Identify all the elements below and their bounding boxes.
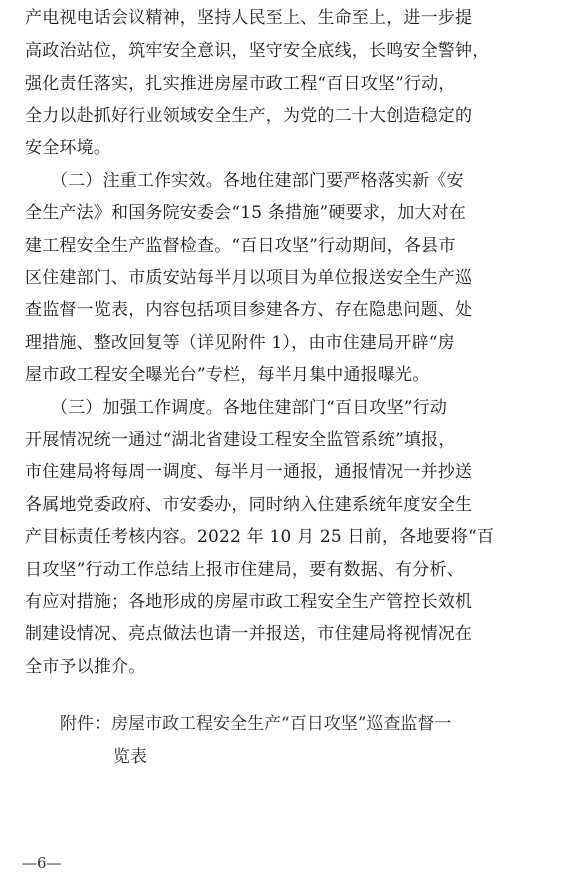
body-line-20: 制建设情况、亮点做法也请一并报送，市住建局将视情况在 xyxy=(25,624,473,644)
body-line-17: 产目标责任考核内容。2022 年 10 月 25 日前，各地要将“百 xyxy=(25,527,495,547)
body-line-18: 日攻坚”行动工作总结上报市住建局，要有数据、有分析、 xyxy=(25,560,464,580)
body-line-19: 有应对措施；各地形成的房屋市政工程安全生产管控长效机 xyxy=(25,592,473,612)
body-line-1: 产电视电话会议精神，坚持人民至上、生命至上，进一步提 xyxy=(25,8,473,28)
body-line-9: 区住建部门、市质安站每半月以项目为单位报送安全生产巡 xyxy=(25,268,473,288)
body-line-5: 安全环境。 xyxy=(25,138,111,158)
body-line-8: 建工程安全生产监督检查。“百日攻坚”行动期间，各县市 xyxy=(25,236,456,256)
body-line-15: 市住建局将每周一调度、每半月一通报，通报情况一并抄送 xyxy=(25,462,473,482)
body-line-13: （三）加强工作调度。各地住建部门“百日攻坚”行动 xyxy=(25,398,448,418)
body-line-6: （二）注重工作实效。各地住建部门要严格落实新《安 xyxy=(25,171,464,191)
body-line-7: 全生产法》和国务院安委会“15 条措施”硬要求，加大对在 xyxy=(25,203,467,223)
body-line-12: 屋市政工程安全曝光台”专栏，每半月集中通报曝光。 xyxy=(25,365,430,385)
body-line-3: 强化责任落实，扎实推进房屋市政工程“百日攻坚”行动， xyxy=(25,74,456,94)
attachment-label-continuation: 览表 xyxy=(113,747,147,767)
body-line-14: 开展情况统一通过“湖北省建设工程安全监管系统”填报， xyxy=(25,430,456,450)
body-line-4: 全力以赴抓好行业领域安全生产，为党的二十大创造稳定的 xyxy=(25,106,473,126)
body-line-10: 查监督一览表，内容包括项目参建各方、存在隐患问题、处 xyxy=(25,300,473,320)
body-line-21: 全市予以推介。 xyxy=(25,657,146,677)
attachment-label-line: 附件：房屋市政工程安全生产“百日攻坚”巡查监督一 xyxy=(60,714,452,734)
page-number: —6— xyxy=(22,854,62,872)
body-line-16: 各属地党委政府、市安委办，同时纳入住建系统年度安全生 xyxy=(25,495,473,515)
body-line-11: 理措施、整改回复等（详见附件 1），由市住建局开辟“房 xyxy=(25,333,455,353)
body-line-2: 高政治站位，筑牢安全意识，坚守安全底线，长鸣安全警钟， xyxy=(25,41,490,61)
